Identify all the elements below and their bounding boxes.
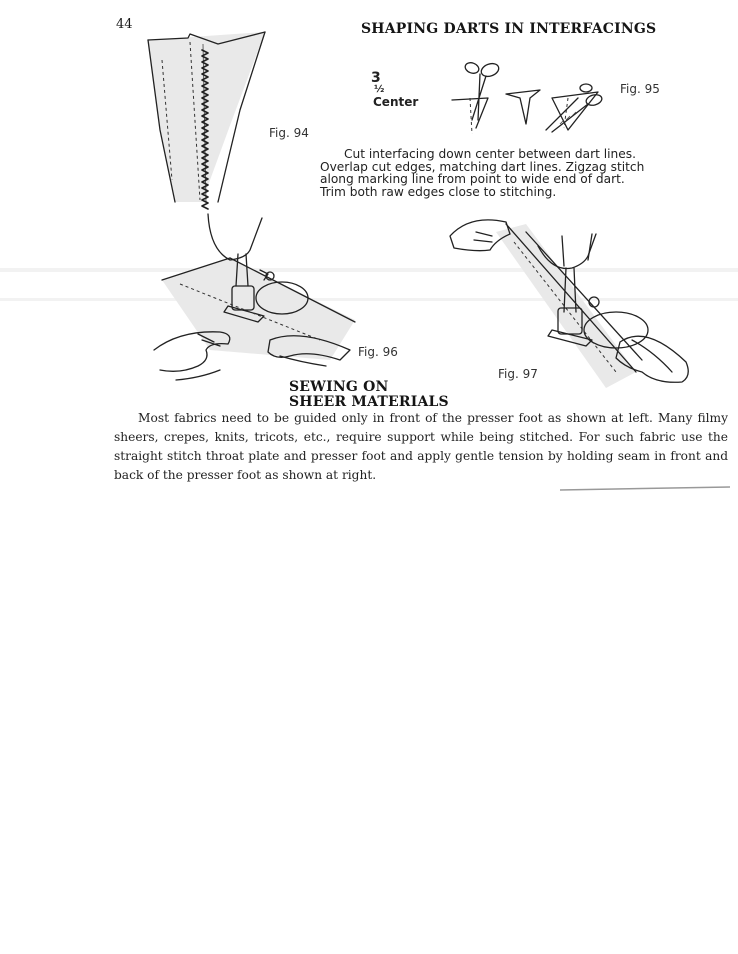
sheer-instructions-line: straight stitch throat plate and presser foot and apply gentle tension by holding seam in front and — [114, 449, 728, 463]
fig95-step-number: 3 — [371, 70, 381, 86]
section-heading-line: SEWING ON — [289, 379, 389, 395]
sheer-instructions-line: sheers, crepes, knits, tricots, etc., require support while being stitched. For such fabric use the — [114, 430, 728, 444]
dart-instructions — [320, 148, 682, 198]
page-title: SHAPING DARTS IN INTERFACINGS — [361, 21, 657, 37]
dart-instructions-line: Trim both raw edges close to stitching. — [320, 184, 557, 199]
dart-instructions-line: Cut interfacing down center between dart lines. — [344, 147, 636, 161]
fig95-step-fraction: ½ — [374, 84, 385, 95]
sheer-instructions — [114, 409, 728, 485]
section-heading — [289, 380, 449, 410]
fig97-illustration — [446, 212, 696, 402]
dart-instructions-line: along marking line from point to wide end of dart. — [320, 172, 625, 186]
fig95-label: Fig. 95 — [620, 82, 660, 96]
section-heading-line: SHEER MATERIALS — [289, 394, 449, 410]
fig94-illustration — [140, 30, 270, 210]
fig95-illustration — [448, 58, 618, 138]
fig95-step-position: Center — [373, 95, 419, 109]
fig96-label: Fig. 96 — [358, 345, 398, 359]
sheer-instructions-line: Most fabrics need to be guided only in front of the presser foot as shown at left. Many filmy — [138, 411, 728, 425]
sheer-instructions-line: back of the presser foot as shown at right. — [114, 468, 377, 482]
fig94-label: Fig. 94 — [269, 126, 309, 140]
page-number: 44 — [116, 17, 133, 32]
scan-rule — [560, 486, 730, 492]
fig96-illustration — [150, 210, 360, 390]
scissors-icon — [472, 74, 486, 120]
dart-instructions-line: Overlap cut edges, matching dart lines. Zigzag stitch — [320, 159, 645, 174]
fig97-label: Fig. 97 — [498, 367, 538, 381]
